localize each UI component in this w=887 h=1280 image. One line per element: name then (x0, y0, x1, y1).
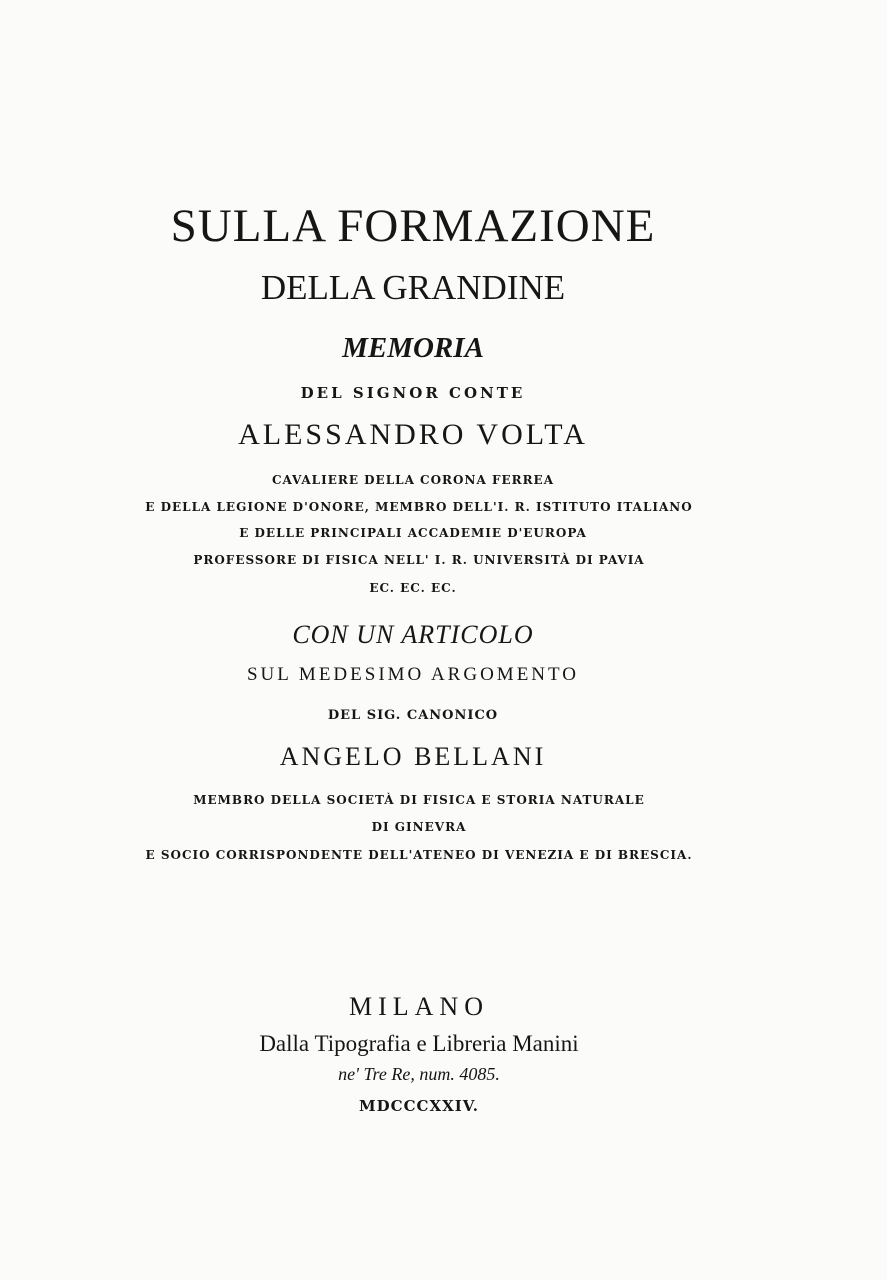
supplement-title: DI GINEVRA (371, 820, 467, 834)
author-title: E DELLA LEGIONE D'ONORE, MEMBRO DELL'I. R. ISTITUTO ITALIANO (145, 500, 693, 514)
supplement-author: ANGELO BELLANI (279, 742, 547, 771)
title-line-2: DELLA GRANDINE (260, 268, 566, 307)
imprint-address: ne' Tre Re, num. 4085. (338, 1064, 500, 1084)
imprint-city: MILANO (349, 992, 489, 1021)
imprint-year: MDCCCXXIV. (359, 1097, 479, 1115)
supplement-title: MEMBRO DELLA SOCIETÀ DI FISICA E STORIA NATURALE (193, 793, 645, 807)
author-intro: DEL SIGNOR CONTE (300, 384, 526, 402)
supplement-intro: DEL SIG. CANONICO (327, 708, 499, 723)
author-name: ALESSANDRO VOLTA (238, 418, 588, 451)
supplement-subheading: SUL MEDESIMO ARGOMENTO (246, 664, 580, 685)
supplement-title: E SOCIO CORRISPONDENTE DELL'ATENEO DI VENEZIA E DI BRESCIA. (145, 848, 693, 862)
genre: MEMORIA (342, 332, 484, 364)
supplement-heading: CON UN ARTICOLO (292, 620, 534, 649)
author-title: CAVALIERE DELLA CORONA FERREA (271, 473, 555, 487)
author-title: PROFESSORE DI FISICA NELL' I. R. UNIVERSITÀ DI PAVIA (193, 553, 645, 567)
author-title: EC. EC. EC. (369, 581, 457, 595)
title-line-1: SULLA FORMAZIONE (170, 200, 656, 252)
imprint-publisher: Dalla Tipografia e Libreria Manini (259, 1031, 579, 1056)
author-title: E DELLE PRINCIPALI ACCADEMIE D'EUROPA (239, 526, 587, 540)
